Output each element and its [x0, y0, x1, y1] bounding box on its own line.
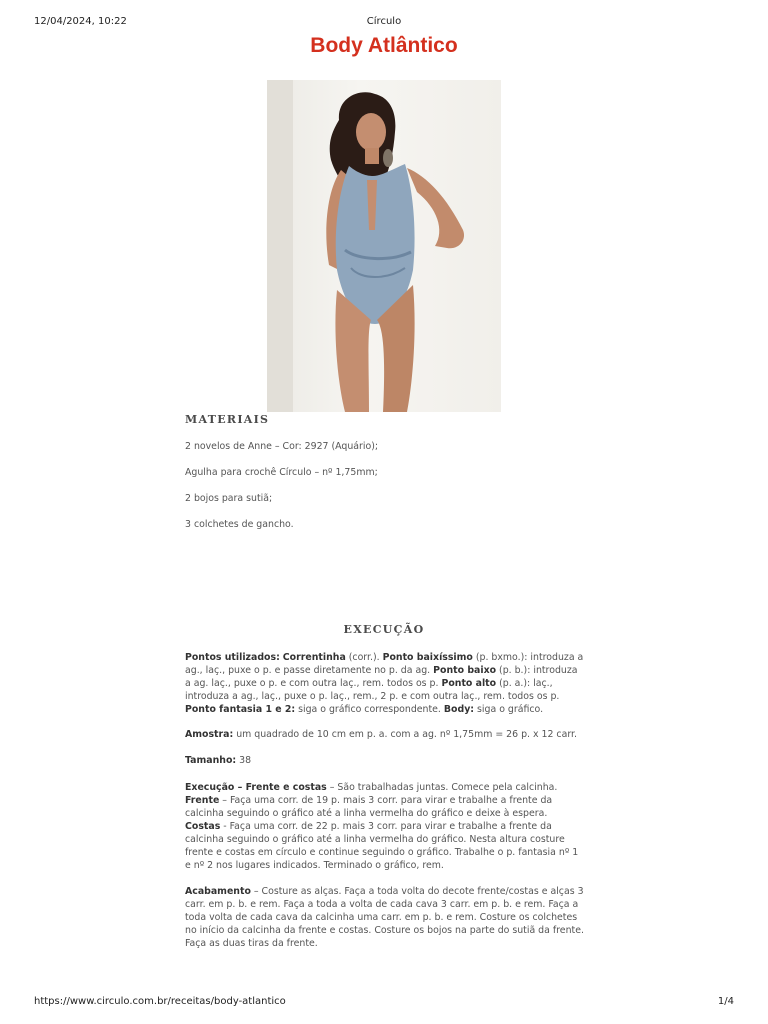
page-title: Body Atlântico: [310, 34, 458, 57]
tamanho-label: Tamanho:: [185, 755, 237, 766]
term-costas: Costas: [185, 821, 221, 832]
acabamento-paragraph: [185, 885, 585, 950]
term-ponto-fantasia: Ponto fantasia 1 e 2:: [185, 704, 296, 715]
materiais-heading: MATERIAIS: [185, 413, 270, 426]
acabamento-label: Acabamento: [185, 886, 251, 897]
page-number: 1/4: [717, 996, 734, 1007]
pontos-text: siga o gráfico.: [474, 704, 544, 715]
amostra-text: um quadrado de 10 cm em p. a. com a ag. nº 1,75mm = 26 p. x 12 carr.: [233, 729, 577, 740]
photo-wall-edge: [267, 80, 293, 412]
tamanho-text: 38: [236, 755, 252, 766]
term-correntinha: Correntinha: [282, 652, 346, 663]
materiais-item: 3 colchetes de gancho.: [185, 519, 294, 530]
tamanho-paragraph: [185, 754, 585, 767]
execucao-heading: EXECUÇÃO: [343, 623, 425, 636]
pontos-text: (p. a.): laç., introduza a ag., laç., puxe o p. laç., rem., 2 p. e com outra laç., rem. todos os p.: [185, 678, 560, 702]
materiais-item: Agulha para crochê Círculo – nº 1,75mm;: [185, 467, 378, 478]
costas-text: - Faça uma corr. de 22 p. mais 3 corr. para virar e trabalhe a frente da calcinha seguindo o gráfico até a linha vermelha do gráfico. Nesta altura costure frente e costas em círculo e continue seguindo o gráfico. Trabalhe o p. fantasia nº 1 e nº 2 nos lugares indicados. Terminado o gráfico, rem.: [185, 821, 579, 871]
frente-text: – Faça uma corr. de 19 p. mais 3 corr. para virar e trabalhe a frente da calcinha seguindo o gráfico até a linha vermelha do gráfico e deixe à espera.: [185, 795, 553, 819]
pontos-text: (p. b.): introduza a ag. laç., puxe o p. e com outra laç., rem. todos os p.: [185, 665, 578, 689]
model-illustration: [267, 80, 501, 412]
term-ponto-baixissimo: Ponto baixíssimo: [382, 652, 473, 663]
pontos-text: (p. bxmo.): introduza a ag., laç., puxe o p. e passe diretamente no p. da ag.: [185, 652, 584, 676]
amostra-paragraph: [185, 728, 585, 741]
pontos-paragraph: [185, 651, 585, 716]
product-photo: [267, 80, 501, 412]
print-datetime: 12/04/2024, 10:22: [34, 16, 127, 27]
frente-costas-paragraph: [185, 781, 585, 872]
pontos-label: Pontos utilizados:: [185, 652, 280, 663]
term-frente: Frente: [185, 795, 220, 806]
term-ponto-baixo: Ponto baixo: [433, 665, 497, 676]
acabamento-text: – Costure as alças. Faça a toda volta do decote frente/costas e alças 3 carr. em p. b. e rem. Faça a toda a volta de cada cava 3 carr. em p. b. e rem. Faça a toda volta de cada cava da calcinha uma carr. em p. b. e rem. Costure os colchetes no início da calcinha da frente e costas. Costure os bojos na parte do sutiã da frente. Faça as duas tiras da frente.: [185, 886, 584, 949]
term-body: Body:: [443, 704, 475, 715]
print-site-name: Círculo: [366, 16, 402, 27]
pontos-text: (corr.).: [345, 652, 383, 663]
materiais-item: 2 bojos para sutiã;: [185, 493, 273, 504]
pontos-text: siga o gráfico correspondente.: [295, 704, 444, 715]
amostra-label: Amostra:: [185, 729, 234, 740]
footer-url: https://www.circulo.com.br/receitas/body-atlantico: [34, 996, 286, 1007]
term-ponto-alto: Ponto alto: [441, 678, 497, 689]
frente-costas-label: Execução – Frente e costas: [185, 782, 327, 793]
materiais-item: 2 novelos de Anne – Cor: 2927 (Aquário);: [185, 441, 379, 452]
frente-text: – São trabalhadas juntas. Comece pela calcinha.: [326, 782, 558, 793]
